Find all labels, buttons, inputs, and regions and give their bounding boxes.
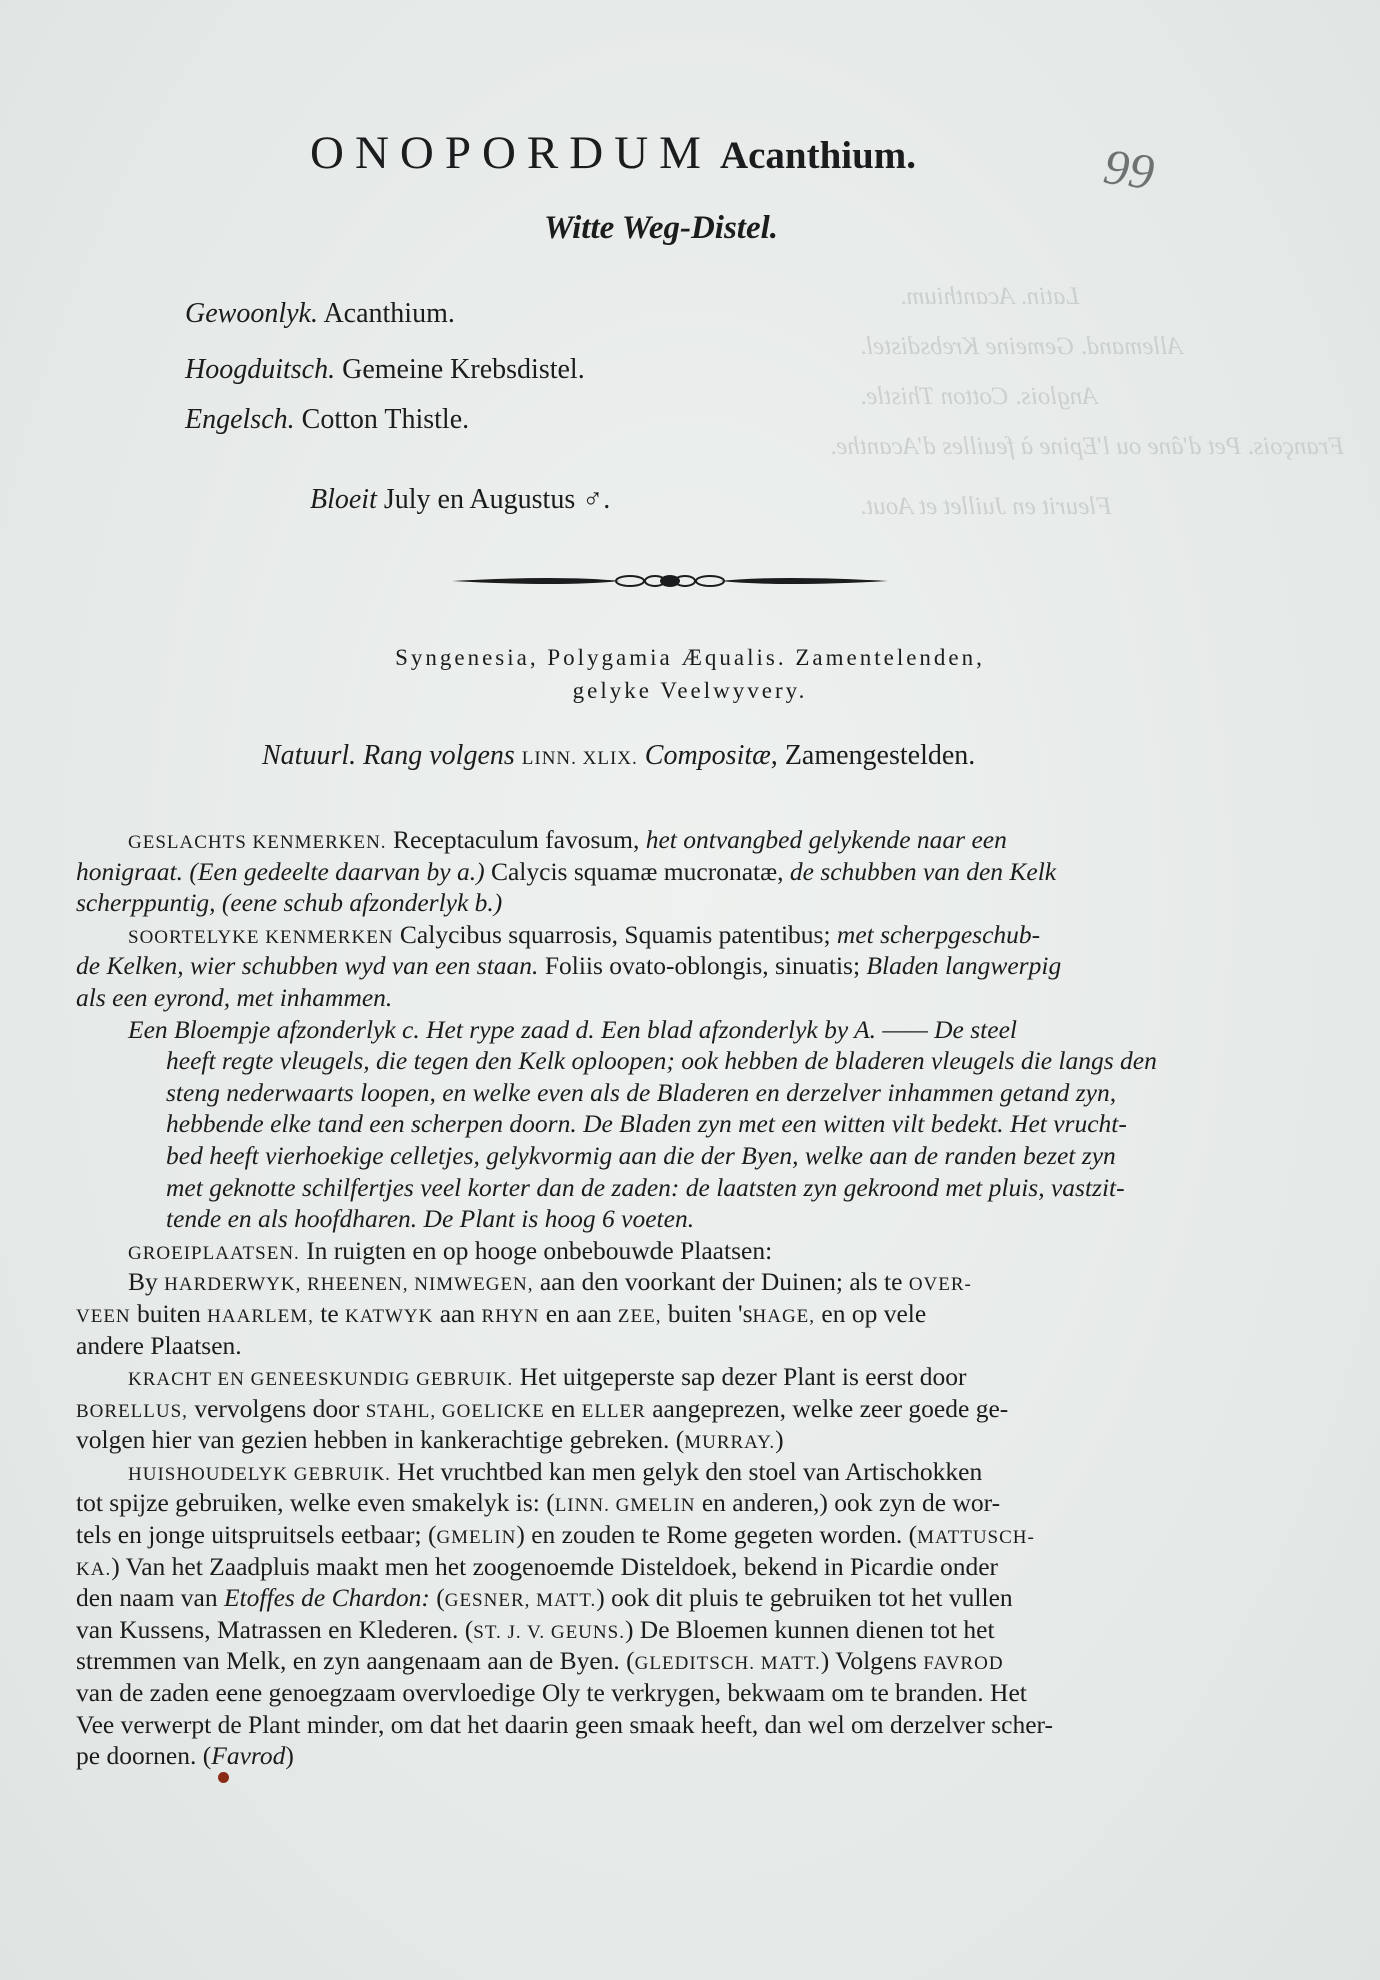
- text-segment: Etoffes de Chardon:: [223, 1583, 430, 1613]
- text-segment: HUISHOUDELYK GEBRUIK.: [128, 1463, 391, 1485]
- text-segment: Favrod: [211, 1741, 286, 1771]
- name-line: [185, 354, 585, 386]
- text-segment: en aan: [539, 1298, 618, 1328]
- text-segment: en anderen,) ook zyn de wor-: [695, 1488, 1001, 1518]
- text-line: [76, 1140, 1272, 1172]
- text-segment: VEEN: [76, 1305, 131, 1327]
- text-segment: GLEDITSCH. MATT.: [634, 1653, 821, 1675]
- text-segment: Vee verwerpt de Plant minder, om dat het daarin geen smaak heeft, dan wel om derzelver scher-: [76, 1709, 1053, 1739]
- name-value: Gemeine Krebsdistel.: [342, 354, 585, 385]
- bloom-text: July en Augustus ♂.: [383, 484, 611, 515]
- ornamental-rule: [450, 569, 890, 593]
- text-segment: ST. J. V. GEUNS.: [473, 1621, 625, 1643]
- name-line: [185, 298, 455, 330]
- text-segment: GMELIN: [436, 1527, 517, 1549]
- text-line: [76, 1108, 1272, 1140]
- text-segment: ZEE,: [617, 1305, 662, 1327]
- text-segment: scherppuntig, (eene schub afzonderlyk b.): [76, 888, 503, 918]
- text-segment: tende en als hoofdharen. De Plant is hoog 6 voeten.: [166, 1204, 695, 1234]
- text-segment: KRACHT EN GENEESKUNDIG GEBRUIK.: [128, 1369, 514, 1391]
- text-line: [76, 1456, 1272, 1488]
- text-segment: tot spijze gebruiken, welke even smakelyk is: (: [76, 1488, 555, 1518]
- text-segment: stremmen van Melk, en zyn aangenaam aan de Byen. (: [76, 1646, 635, 1676]
- text-line: [76, 1424, 1272, 1456]
- text-line: [76, 1172, 1272, 1204]
- bleed-through-text: Latin. Acanthium.: [900, 283, 1080, 310]
- text-segment: ) en zouden te Rome gegeten worden. (: [516, 1520, 918, 1550]
- text-segment: LINN. GMELIN: [554, 1495, 696, 1517]
- classification-line-2: gelyke Veelwyvery.: [572, 678, 808, 703]
- text-segment: van de zaden eene genoegzaam overvloedige Oly te verkrygen, bekwaam om te branden. Het: [76, 1678, 1027, 1708]
- name-value: Cotton Thistle.: [301, 404, 470, 435]
- bleed-through-text: Fleurit en Juillet et Aout.: [860, 493, 1112, 520]
- handwritten-page-number: 99: [1100, 137, 1158, 201]
- text-line: [76, 1519, 1272, 1551]
- text-segment: Het vruchtbed kan men gelyk den stoel van Artischokken: [390, 1456, 983, 1486]
- rang-family-latin: Compositæ,: [644, 740, 778, 771]
- text-segment: volgen hier van gezien hebben in kankerachtige gebreken. (: [76, 1425, 685, 1455]
- text-segment: ) Volgens: [820, 1646, 924, 1676]
- text-segment: GROEIPLAATSEN.: [128, 1242, 300, 1264]
- text-segment: Een Bloempje afzonderlyk c. Het rype zaad d. Een blad afzonderlyk by A. —— De steel: [128, 1014, 1017, 1044]
- text-segment: HARDERWYK, RHEENEN, NIMWEGEN,: [164, 1274, 534, 1296]
- text-segment: de Kelken, wier schubben wyd van een staan.: [76, 951, 539, 981]
- text-segment: en: [544, 1393, 582, 1423]
- text-segment: aan: [433, 1298, 482, 1328]
- text-segment: honigraat. (Een gedeelte daarvan by a.): [76, 856, 485, 886]
- text-line: [76, 1077, 1272, 1109]
- natural-rank-line: [262, 740, 975, 772]
- text-segment: MATTUSCH-: [917, 1527, 1035, 1549]
- text-segment: heeft regte vleugels, die tegen den Kelk oploopen; ook hebben de bladeren vleugels die langs den: [166, 1046, 1157, 1076]
- text-segment: buiten: [130, 1298, 208, 1328]
- text-segment: BORELLUS,: [76, 1400, 188, 1422]
- text-segment: GESLACHTS KENMERKEN.: [128, 832, 387, 853]
- text-segment: ) Van het Zaadpluis maakt men het zoogenoemde Disteldoek, bekend in Picardie onder: [111, 1551, 999, 1581]
- text-segment: hebbende elke tand een scherpen doorn. De Bladen zyn met een witten vilt bedekt. Het vrucht-: [166, 1109, 1127, 1139]
- species-name: Acanthium.: [719, 134, 917, 177]
- plant-title: [310, 126, 916, 180]
- text-segment: de schubben van den Kelk: [789, 856, 1057, 886]
- text-segment: HAGE,: [752, 1305, 816, 1327]
- text-segment: SOORTELYKE KENMERKEN: [128, 926, 394, 948]
- text-segment: HAARLEM,: [207, 1305, 314, 1327]
- text-segment: In ruigten en op hooge onbebouwde Plaatsen:: [299, 1235, 773, 1265]
- text-line: [76, 887, 1272, 919]
- text-line: [76, 1393, 1272, 1425]
- text-segment: andere Plaatsen.: [76, 1330, 242, 1360]
- text-line: [76, 1677, 1272, 1709]
- text-segment: het ontvangbed gelykende naar een: [645, 825, 1007, 854]
- name-value: Acanthium.: [323, 298, 455, 329]
- text-line: [76, 1266, 1272, 1298]
- name-language: Gewoonlyk.: [185, 298, 318, 329]
- text-line: [76, 1614, 1272, 1646]
- text-line: [76, 1235, 1272, 1267]
- text-line: [76, 950, 1272, 982]
- text-segment: KA.: [76, 1558, 112, 1580]
- text-line: [76, 1487, 1272, 1519]
- text-segment: pe doornen. (: [76, 1741, 212, 1771]
- rang-linn: LINN. XLIX.: [521, 748, 638, 769]
- text-segment: tels en jonge uitspruitsels eetbaar; (: [76, 1520, 437, 1550]
- text-segment: Foliis ovato-oblongis, sinuatis;: [538, 951, 867, 981]
- text-segment: en op vele: [815, 1298, 927, 1328]
- text-segment: te: [313, 1298, 346, 1328]
- bleed-through-text: Anglois. Cotton Thistle.: [860, 383, 1098, 410]
- text-line: [76, 856, 1272, 888]
- text-segment: STAHL, GOELICKE: [365, 1400, 545, 1422]
- name-language: Hoogduitsch.: [185, 354, 336, 385]
- ink-spot: [218, 1772, 229, 1783]
- text-segment: van Kussens, Matrassen en Klederen. (: [76, 1614, 474, 1644]
- text-segment: ) De Bloemen kunnen dienen tot het: [624, 1614, 995, 1644]
- text-line: [76, 1203, 1272, 1235]
- text-segment: ) ook dit pluis te gebruiken tot het vullen: [596, 1583, 1013, 1613]
- text-segment: steng nederwaarts loopen, en welke even als de Bladeren en derzelver inhammen getand zyn,: [166, 1077, 1117, 1107]
- text-segment: KATWYK: [345, 1305, 434, 1327]
- text-segment: Calycis squamæ mucronatæ,: [484, 856, 790, 886]
- text-line: [76, 824, 1272, 856]
- name-language: Engelsch.: [185, 404, 295, 435]
- text-line: [76, 1582, 1272, 1614]
- text-segment: als een eyrond, met inhammen.: [76, 982, 393, 1012]
- text-segment: Receptaculum favosum,: [386, 825, 646, 854]
- text-segment: FAVROD: [923, 1653, 1004, 1675]
- text-segment: OVER-: [908, 1274, 972, 1296]
- text-line: [76, 1045, 1272, 1077]
- rang-family: Zamengestelden.: [784, 740, 976, 771]
- text-line: [76, 1298, 1272, 1330]
- name-line: [185, 404, 469, 436]
- text-line: [76, 1645, 1272, 1677]
- text-segment: MURRAY.: [684, 1432, 776, 1454]
- text-segment: aangeprezen, welke zeer goede ge-: [645, 1393, 1009, 1423]
- text-line: [76, 1709, 1272, 1741]
- text-segment: buiten 's: [661, 1298, 753, 1328]
- text-segment: den naam van: [76, 1583, 224, 1613]
- text-line: [76, 1330, 1272, 1362]
- text-segment: ): [775, 1425, 784, 1455]
- text-segment: RHYN: [481, 1305, 540, 1327]
- text-segment: GESNER, MATT.: [444, 1590, 597, 1612]
- text-segment: Bladen langwerpig: [866, 951, 1062, 981]
- description-body: [76, 824, 1272, 1772]
- bloom-label: Bloeit: [310, 484, 377, 515]
- bleed-through-text: François. Pet d'âne ou l'Epine à feuilles d'Acanthe.: [830, 433, 1344, 460]
- text-line: [76, 982, 1272, 1014]
- bleed-through-text: Allemand. Gemeine Krebsdistel.: [860, 333, 1183, 360]
- text-segment: bed heeft vierhoekige celletjes, gelykvormig aan die der Byen, welke aan de randen bezet zyn: [166, 1140, 1116, 1170]
- text-segment: vervolgens door: [187, 1393, 366, 1423]
- text-line: [76, 1014, 1272, 1046]
- bloom-line: [310, 484, 610, 516]
- rang-prefix: Natuurl. Rang volgens: [262, 740, 515, 771]
- text-line: [76, 919, 1272, 951]
- text-line: [76, 1551, 1272, 1583]
- text-segment: By: [128, 1267, 165, 1297]
- text-segment: aan den voorkant der Duinen; als te: [533, 1267, 909, 1297]
- dutch-common-name: Witte Weg-Distel.: [544, 210, 779, 246]
- text-segment: Calycibus squarrosis, Squamis patentibus;: [393, 919, 837, 949]
- text-segment: met scherpgeschub-: [836, 919, 1041, 949]
- genus-name: ONOPORDUM: [310, 127, 712, 179]
- text-segment: (: [429, 1583, 445, 1613]
- text-segment: Het uitgeperste sap dezer Plant is eerst door: [513, 1362, 967, 1392]
- classification-line-1: Syngenesia, Polygamia Æqualis. Zamentelenden,: [395, 645, 985, 670]
- text-segment: ): [285, 1741, 294, 1771]
- text-line: [76, 1740, 1272, 1772]
- text-line: [76, 1361, 1272, 1393]
- text-segment: ELLER: [581, 1400, 646, 1422]
- text-segment: met geknotte schilfertjes veel korter dan de zaden: de laatsten zyn gekroond met pluis, vastzit-: [166, 1172, 1125, 1202]
